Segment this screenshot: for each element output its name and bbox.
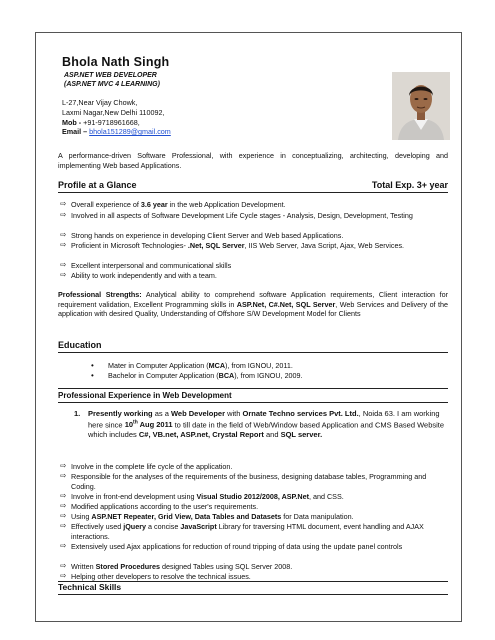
experience-bullet: Helping other developers to resolve the technical issues. (71, 572, 251, 581)
arrow-icon: ⇨ (60, 260, 67, 269)
job-subtitle: (ASP.NET MVC 4 LEARNING) (64, 81, 160, 88)
arrow-icon: ⇨ (60, 230, 67, 239)
email-line (62, 127, 171, 137)
education-heading: Education (58, 340, 102, 350)
mobile-label: Mob - (62, 118, 82, 127)
experience-bullet: Effectively used jQuery a concise JavaScript Library for traversing HTML document, event handling and AJAX interactions. (71, 522, 424, 541)
mobile-number: +91-9718961668, (81, 118, 140, 127)
section-rule (58, 192, 448, 193)
profile-bullet: Proficient in Microsoft Technologies- .Net, SQL Server, IIS Web Server, Java Script, Ajax, Web Services. (71, 241, 405, 250)
job-description: Presently working as a Web Developer with Ornate Techno services Pvt. Ltd., Noida 63. I am working here since 10th Aug 2011 to till date in the field of Web/Window based Application and CMS Based Website which includes C#, VB.net, ASP.net, Crystal Report and SQL server. (88, 409, 445, 440)
section-rule (58, 402, 448, 403)
experience-bullet: Using ASP.NET Repeater, Grid View, Data Tables and Datasets for Data manipulation. (71, 512, 354, 521)
experience-heading: Professional Experience in Web Development (58, 391, 232, 400)
profile-title: Profile at a Glance (58, 180, 137, 190)
portrait-icon (392, 72, 450, 140)
email-link[interactable]: bhola151289@gmail.com (89, 127, 171, 136)
job-title: ASP.NET WEB DEVELOPER (64, 72, 157, 79)
section-rule (58, 352, 448, 353)
arrow-icon: ⇨ (60, 210, 67, 219)
experience-bullet: Involve in the complete life cycle of the application. (71, 462, 233, 471)
section-rule (58, 594, 448, 595)
section-rule-top (58, 388, 448, 389)
profile-bullet: Excellent interpersonal and communicational skills (71, 261, 232, 270)
experience-bullet: Modified applications according to the user's requirements. (71, 502, 259, 511)
arrow-icon: ⇨ (60, 240, 67, 249)
experience-bullet: Responsible for the analyses of the requirements of the business, designing database tables, Programming and Coding. (71, 472, 427, 491)
arrow-icon: ⇨ (60, 511, 67, 520)
education-item: Mater in Computer Application (MCA), from IGNOU, 2011. (108, 361, 293, 370)
summary-text: A performance-driven Software Professional, with experience in conceptualizing, architecting, developing and implementing Web based Applications. (58, 151, 448, 170)
profile-heading (58, 180, 448, 192)
education-item: Bachelor in Computer Application (BCA), from IGNOU, 2009. (108, 371, 303, 380)
arrow-icon: ⇨ (60, 521, 67, 530)
arrow-icon: ⇨ (60, 199, 67, 208)
experience-bullet: Written Stored Procedures designed Tables using SQL Server 2008. (71, 562, 293, 571)
email-label: Email – (62, 127, 88, 136)
profile-bullet: Strong hands on experience in developing Client Server and Web based Applications. (71, 231, 344, 240)
experience-bullet: Involve in front-end development using Visual Studio 2012/2008, ASP.Net, and CSS. (71, 492, 344, 501)
experience-bullet: Extensively used Ajax applications for reduction of round tripping of data using the update panel controls (71, 542, 403, 551)
profile-photo (392, 72, 450, 140)
arrow-icon: ⇨ (60, 270, 67, 279)
technical-heading: Technical Skills (58, 582, 122, 592)
profile-bullet: Ability to work independently and with a team. (71, 271, 217, 280)
arrow-icon: ⇨ (60, 501, 67, 510)
total-experience: Total Exp. 3+ year (371, 180, 448, 190)
address-line-2: Laxmi Nagar,New Delhi 110092, (62, 108, 165, 117)
arrow-icon: ⇨ (60, 561, 67, 570)
profile-bullet: Involved in all aspects of Software Development Life Cycle stages - Analysis, Design, Development, Testing (71, 211, 413, 220)
job-number: 1. (74, 409, 81, 418)
arrow-icon: ⇨ (60, 571, 67, 580)
arrow-icon: ⇨ (60, 471, 67, 480)
profile-bullet: Overall experience of 3.6 year in the web Application Development. (71, 200, 286, 209)
arrow-icon: ⇨ (60, 491, 67, 500)
bullet-dot-icon: • (91, 361, 94, 370)
candidate-name: Bhola Nath Singh (62, 55, 170, 69)
arrow-icon: ⇨ (60, 461, 67, 470)
bullet-dot-icon: • (91, 371, 94, 380)
professional-strengths: Professional Strengths: Analytical ability to comprehend software Application requirements, Client interaction for requirement validation, Excellent Programming skills in ASP.Net, C#.Net, SQL Server, Web Services and Delivery of the application with desired Quality, Understanding of Offshore S/W Development Model for Clients (58, 290, 448, 319)
arrow-icon: ⇨ (60, 541, 67, 550)
address-line-1: L-27,Near Vijay Chowk, (62, 98, 138, 107)
